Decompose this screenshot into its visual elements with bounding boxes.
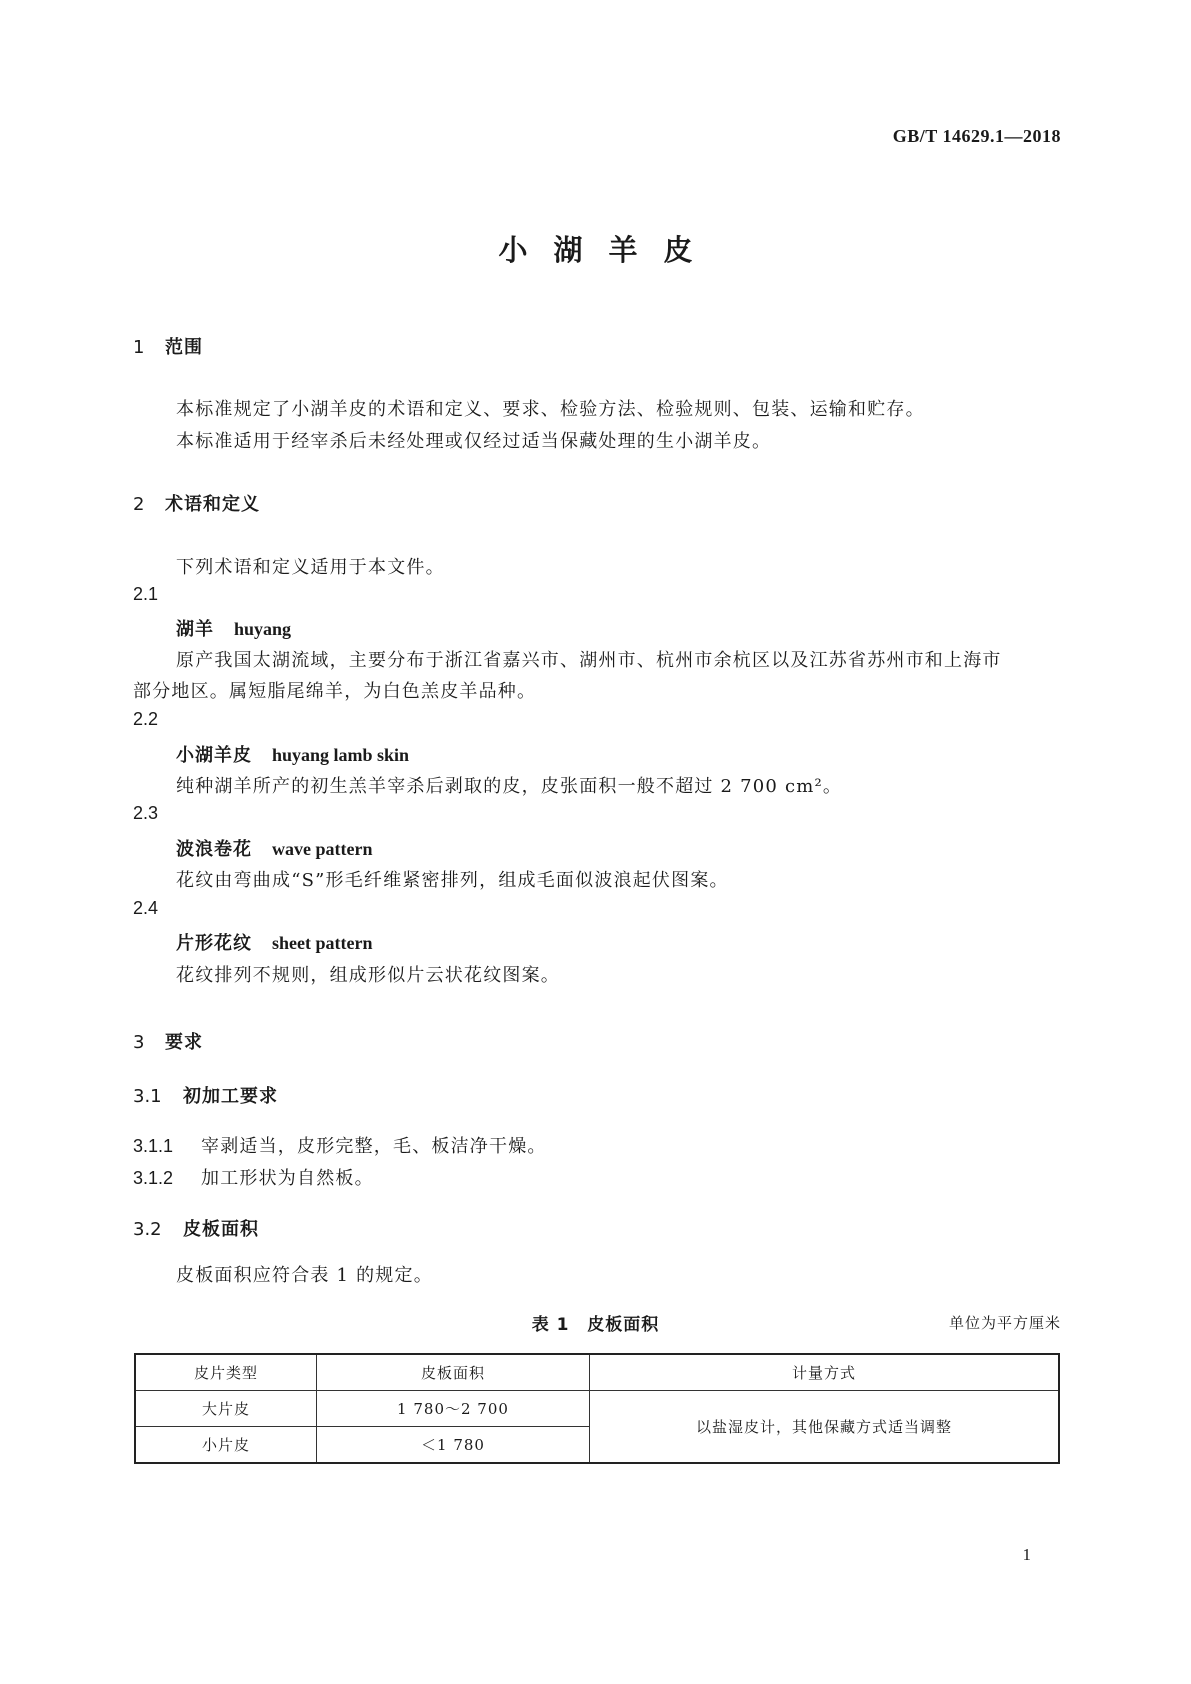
term-zh: 小湖羊皮	[176, 745, 252, 766]
scope-paragraph-2: 本标准适用于经宰杀后未经处理或仅经过适当保藏处理的生小湖羊皮。	[176, 431, 772, 452]
section-number: 2	[133, 494, 145, 515]
term-en: huyang lamb skin	[272, 745, 410, 765]
section-title: 术语和定义	[165, 494, 260, 515]
term-definition: 原产我国太湖流域，主要分布于浙江省嘉兴市、湖州市、杭州市余杭区以及江苏省苏州市和上海市	[176, 650, 1002, 671]
term-en: sheet pattern	[272, 933, 373, 953]
term-number: 2.2	[133, 709, 159, 729]
subsection-3-2-heading	[133, 1215, 259, 1241]
table-header-cell: 皮板面积	[317, 1354, 590, 1391]
table-cell: 小片皮	[135, 1427, 317, 1464]
table-row	[135, 1391, 1059, 1427]
table-cell: ＜1 780	[317, 1427, 590, 1464]
table-header-cell: 皮片类型	[135, 1354, 317, 1391]
subsection-title: 皮板面积	[183, 1219, 259, 1240]
term-zh: 片形花纹	[176, 933, 252, 954]
term-definition: 纯种湖羊所产的初生羔羊宰杀后剥取的皮，皮张面积一般不超过 2 700 cm²。	[176, 776, 843, 797]
term-heading	[176, 929, 372, 955]
subsection-number: 3.2	[133, 1219, 162, 1240]
term-definition: 花纹排列不规则，组成形似片云状花纹图案。	[176, 965, 560, 986]
term-number: 2.4	[133, 898, 159, 918]
clause-text: 加工形状为自然板。	[201, 1168, 374, 1189]
table-header-cell: 计量方式	[590, 1354, 1060, 1391]
clause-number: 3.1.1	[133, 1136, 174, 1156]
term-en: huyang	[234, 619, 292, 639]
area-table	[134, 1353, 1060, 1464]
section-title: 要求	[165, 1032, 203, 1053]
subsection-3-1-heading	[133, 1082, 278, 1108]
scope-paragraph-1: 本标准规定了小湖羊皮的术语和定义、要求、检验方法、检验规则、包装、运输和贮存。	[176, 399, 925, 420]
section-number: 1	[133, 337, 145, 358]
term-number: 2.1	[133, 584, 159, 604]
term-zh: 波浪卷花	[176, 839, 252, 860]
subsection-number: 3.1	[133, 1086, 162, 1107]
terms-intro: 下列术语和定义适用于本文件。	[176, 557, 445, 578]
term-number: 2.3	[133, 803, 159, 823]
term-definition-continued: 部分地区。属短脂尾绵羊，为白色羔皮羊品种。	[133, 681, 537, 702]
clause-number: 3.1.2	[133, 1168, 174, 1188]
table-unit-note: 单位为平方厘米	[948, 1314, 1061, 1332]
clause-3-1-1	[133, 1132, 547, 1158]
area-paragraph: 皮板面积应符合表 1 的规定。	[176, 1265, 433, 1286]
table-caption-title: 皮板面积	[587, 1315, 660, 1335]
section-2-heading	[133, 490, 260, 516]
section-3-heading	[133, 1028, 203, 1054]
term-heading	[176, 741, 409, 767]
subsection-title: 初加工要求	[183, 1086, 278, 1107]
table-cell: 大片皮	[135, 1391, 317, 1427]
table-caption-number: 表 1	[531, 1315, 570, 1335]
term-heading	[176, 615, 291, 641]
term-zh: 湖羊	[176, 619, 214, 640]
standard-code: GB/T 14629.1—2018	[892, 126, 1061, 146]
table-header-row	[135, 1354, 1059, 1391]
term-en: wave pattern	[272, 839, 373, 859]
table-cell: 1 780～2 700	[317, 1391, 590, 1427]
term-definition: 花纹由弯曲成“S”形毛纤维紧密排列，组成毛面似波浪起伏图案。	[176, 870, 729, 891]
term-heading	[176, 835, 372, 861]
table-cell-method: 以盐湿皮计，其他保藏方式适当调整	[590, 1391, 1060, 1464]
section-number: 3	[133, 1032, 145, 1053]
section-1-heading	[133, 333, 203, 359]
page-number: 1	[1022, 1545, 1031, 1564]
clause-3-1-2	[133, 1164, 374, 1190]
section-title: 范围	[165, 337, 203, 358]
page-title: 小湖羊皮	[498, 233, 719, 267]
clause-text: 宰剥适当，皮形完整，毛、板洁净干燥。	[201, 1136, 547, 1157]
